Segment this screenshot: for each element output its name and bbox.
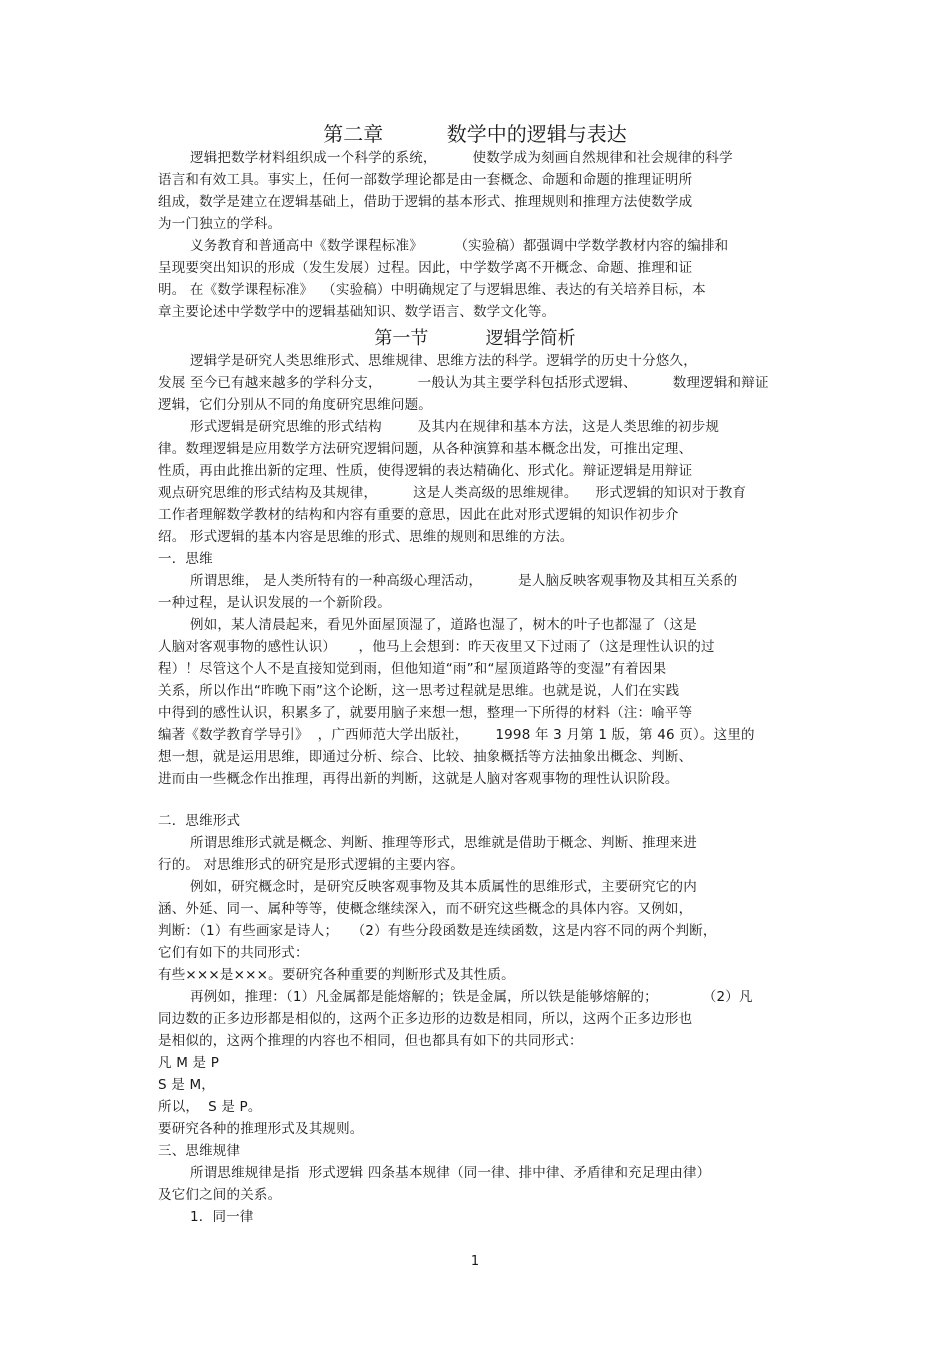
text-line: 及它们之间的关系。 <box>158 1187 282 1203</box>
text-line: 同边数的正多边形都是相似的，这两个正多边形的边数是相同，所以，这两个正多边形也 <box>158 1011 693 1027</box>
text-line: 发展 至今已有越来越多的学科分支， 一般认为其主要学科包括形式逻辑、 数理逻辑和辩证 <box>158 375 769 391</box>
text-line: 逻辑把数学材料组织成一个科学的系统， 使数学成为刻画自然规律和社会规律的科学 <box>190 150 733 166</box>
syllogism-line: 凡 M 是 P <box>158 1055 220 1071</box>
text-line: 观点研究思维的形式结构及其规律， 这是人类高级的思维规律。 形式逻辑的知识对于教育 <box>158 485 747 501</box>
text-line: 为一门独立的学科。 <box>158 216 282 232</box>
text-line: 涵、外延、同一、属种等等，使概念继续深入，而不研究这些概念的具体内容。又例如， <box>158 901 693 917</box>
text-line: 例如，研究概念时，是研究反映客观事物及其本质属性的思维形式，主要研究它的内 <box>190 879 697 895</box>
text-line: 想一想，就是运用思维，即通过分析、综合、比较、抽象概括等方法抽象出概念、判断、 <box>158 749 693 765</box>
text-line: 有些×××是×××。要研究各种重要的判断形式及其性质。 <box>158 967 515 983</box>
page-number: 1 <box>470 1254 480 1269</box>
text-line: 判断：（1）有些画家是诗人； （2）有些分段函数是连续函数，这是内容不同的两个判断， <box>158 923 717 939</box>
text-line: 逻辑学是研究人类思维形式、思维规律、思维方法的科学。逻辑学的历史十分悠久， <box>190 353 697 369</box>
text-line: 明。 在《数学课程标准》 （实验稿）中明确规定了与逻辑思维、表达的有关培养目标，本 <box>158 282 706 298</box>
text-line: 是相似的，这两个推理的内容也不相同，但也都具有如下的共同形式： <box>158 1033 583 1049</box>
text-line: 呈现要突出知识的形成（发生发展）过程。因此，中学数学离不开概念、命题、推理和证 <box>158 260 693 276</box>
heading-thinking-laws: 三、思维规律 <box>158 1143 241 1159</box>
subheading-law-of-identity: 1．同一律 <box>190 1209 254 1225</box>
text-line: 关系，所以作出“昨晚下雨”这个论断，这一思考过程就是思维。也就是说，人们在实践 <box>158 683 680 699</box>
text-line: 它们有如下的共同形式： <box>158 945 309 961</box>
text-line: 律。数理逻辑是应用数学方法研究逻辑问题，从各种演算和基本概念出发，可推出定理、 <box>158 441 693 457</box>
text-line: 编著《数学教育学导引》 ，广西师范大学出版社， 1998 年 3 月第 1 版，第 46 页）。这里的 <box>158 727 755 743</box>
heading-thinking-forms: 二．思维形式 <box>158 813 241 829</box>
text-line: 人脑对客观事物的感性认识） ，他马上会想到：昨天夜里又下过雨了（这是理性认识的过 <box>158 639 715 655</box>
chapter-title: 第二章 数学中的逻辑与表达 <box>323 122 627 146</box>
text-line: 进而由一些概念作出推理，再得出新的判断，这就是人脑对客观事物的理性认识阶段。 <box>158 771 679 787</box>
text-line: 性质，再由此推出新的定理、性质，使得逻辑的表达精确化、形式化。辩证逻辑是用辩证 <box>158 463 693 479</box>
text-line: 所谓思维形式就是概念、判断、推理等形式，思维就是借助于概念、判断、推理来进 <box>190 835 697 851</box>
text-line: 语言和有效工具。事实上，任何一部数学理论都是由一套概念、命题和命题的推理证明所 <box>158 172 693 188</box>
syllogism-line: S 是 M， <box>158 1077 215 1093</box>
text-line: 一种过程，是认识发展的一个新阶段。 <box>158 595 391 611</box>
heading-thinking: 一．思维 <box>158 551 213 567</box>
text-line: 组成，数学是建立在逻辑基础上，借助于逻辑的基本形式、推理规则和推理方法使数学成 <box>158 194 693 210</box>
section-title: 第一节 逻辑学简析 <box>374 328 576 349</box>
text-line: 要研究各种的推理形式及其规则。 <box>158 1121 364 1137</box>
text-line: 义务教育和普通高中《数学课程标准》 （实验稿）都强调中学数学教材内容的编排和 <box>190 238 729 254</box>
text-line: 绍。 形式逻辑的基本内容是思维的形式、思维的规则和思维的方法。 <box>158 529 574 545</box>
text-line: 章主要论述中学数学中的逻辑基础知识、数学语言、数学文化等。 <box>158 304 556 320</box>
text-line: 形式逻辑是研究思维的形式结构 及其内在规律和基本方法，这是人类思维的初步规 <box>190 419 720 435</box>
text-line: 工作者理解数学教材的结构和内容有重要的意思，因此在此对形式逻辑的知识作初步介 <box>158 507 679 523</box>
text-line: 行的。 对思维形式的研究是形式逻辑的主要内容。 <box>158 857 464 873</box>
text-line: 例如，某人清晨起来，看见外面屋顶湿了，道路也湿了，树木的叶子也都湿了（这是 <box>190 617 697 633</box>
text-line: 逻辑，它们分别从不同的角度研究思维问题。 <box>158 397 432 413</box>
text-line: 再例如，推理：（1）凡金属都是能熔解的；铁是金属，所以铁是能够熔解的； （2）凡 <box>190 989 753 1005</box>
syllogism-line: 所以， S 是 P。 <box>158 1099 262 1115</box>
text-line: 所谓思维， 是人类所特有的一种高级心理活动， 是人脑反映客观事物及其相互关系的 <box>190 573 738 589</box>
text-line: 程）！尽管这个人不是直接知觉到雨，但他知道“雨”和“屋顶道路等的变湿”有着因果 <box>158 661 667 677</box>
text-line: 中得到的感性认识，积累多了，就要用脑子来想一想，整理一下所得的材料（注：喻平等 <box>158 705 693 721</box>
text-line: 所谓思维规律是指 形式逻辑 四条基本规律（同一律、排中律、矛盾律和充足理由律） <box>190 1165 711 1181</box>
